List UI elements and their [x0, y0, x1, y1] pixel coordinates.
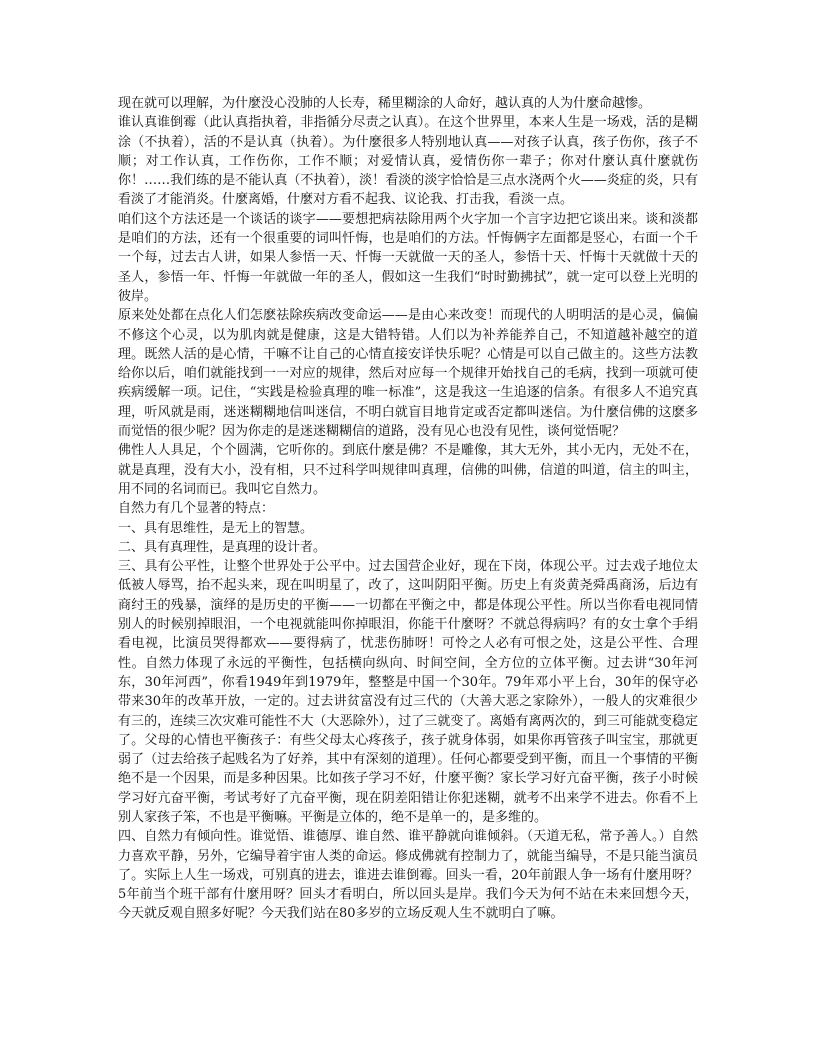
paragraph-8: 二、具有真理性，是真理的设计者。 [118, 539, 327, 555]
paragraph-3: 咱们这个方法还是一个谈话的谈字——要想把病祛除用两个火字加一个言字边把它谈出来。谈和淡都是咱们的方法，还有一个很重要的词叫忏悔，也是咱们的方法。忏悔俩字左面都是竖心，右面一个千一个每，过去古人讲，如果人参悟一天、忏悔一天就做一天的圣人，参悟十天、忏悔十天就做十天的圣人，参悟一年、忏悔一年就做一年的圣人，假如这一生我们“时时勤拂拭”，就一定可以登上光明的彼岸。 [118, 211, 698, 304]
paragraph-9: 三、具有公平性，让整个世界处于公平中。过去国营企业好，现在下岗，体现公平。过去戏子地位太低被人辱骂，抬不起头来，现在叫明星了，改了，这叫阴阳平衡。历史上有炎黄尧舜禹商汤，后边有商纣王的残暴，演绎的是历史的平衡——一切都在平衡之中，都是体现公平性。所以当你看电视同情别人的时候别掉眼泪，一个电视就能叫你掉眼泪，你能干什麼呀？不就总得病吗？有的女士拿个手绢看电视，比演员哭得都欢——要得病了，忧悲伤肺呀！可怜之人必有可恨之处，这是公平性、合理性。自然力体现了永远的平衡性，包括横向纵向、时间空间，全方位的立体平衡。过去讲“30年河东，30年河西”，你看1949年到1979年，整整是中国一个30年。79年邓小平上台，30年的保守必带来30年的改革开放，一定的。过去讲贫富没有过三代的（大善大恶之家除外），一般人的灾难很少有三的，连续三次灾难可能性不大（大恶除外），过了三就变了。离婚有离两次的，到三可能就变稳定了。父母的心情也平衡孩子：有些父母太心疼孩子，孩子就身体弱，如果你再管孩子叫宝宝，那就更弱了（过去给孩子起贱名为了好养，其中有深刻的道理）。任何心都要受到平衡，而且一个事情的平衡绝不是一个因果，而是多种因果。比如孩子学习不好，什麼平衡？家长学习好亢奋平衡，孩子小时候学习好亢奋平衡，考试考好了亢奋平衡，现在阴差阳错让你犯迷糊，就考不出来学不进去。你看不上别人家孩子笨，不也是平衡嘛。平衡是立体的，绝不是单一的，是多维的。 [118, 559, 698, 825]
paragraph-1: 现在就可以理解，为什麼没心没肺的人长寿，稀里糊涂的人命好，越认真的人为什麼命越惨。 [118, 96, 652, 111]
paragraph-7: 一、具有思维性，是无上的智慧。 [118, 520, 314, 536]
paragraph-2: 谁认真谁倒霉（此认真指执着，非指循分尽责之认真）。在这个世界里，本来人生是一场戏，活的是糊涂（不执着），活的不是认真（执着）。为什麼很多人特别地认真——对孩子认真，孩子伤你，孩子不顺；对工作认真，工作伤你，工作不顺；对爱情认真，爱情伤你一辈子；你对什麼认真什麼就伤你！……我们练的是不能认真（不执着），淡！看淡的淡字恰恰是三点水浇两个火——炎症的炎，只有看淡了才能消炎。什麼离婚，什麼对方看不起我、议论我、打击我，看淡一点。 [118, 115, 698, 208]
paragraph-5: 佛性人人具足，个个圆满，它听你的。到底什麼是佛？不是雕像，其大无外，其小无内，无处不在，就是真理，没有大小，没有相，只不过科学叫规律叫真理，信佛的叫佛，信道的叫道，信主的叫主，用不同的名词而已。我叫它自然力。 [118, 443, 698, 497]
paragraph-10: 四、自然力有倾向性。谁觉悟、谁德厚、谁自然、谁平静就向谁倾斜。（天道无私，常予善人。）自然力喜欢平静，另外，它编导着宇宙人类的命运。修成佛就有控制力了，就能当编导，不是只能当演员了。实际上人生一场戏，可别真的进去，谁进去谁倒霉。回头一看，20年前跟人争一场有什麼用呀？5年前当个班干部有什麼用呀？回头才看明白，所以回头是岸。我们今天为何不站在未来回想今天，今天就反观自照多好呢？今天我们站在80多岁的立场反观人生不就明白了嘛。 [118, 829, 698, 922]
paragraph-4: 原来处处都在点化人们怎麽祛除疾病改变命运——是由心来改变！而现代的人明明活的是心灵，偏偏不修这个心灵，以为肌肉就是健康，这是大错特错。人们以为补养能养自己，不知道越补越空的道理。既然人活的是心情，干嘛不让自己的心情直接安详快乐呢？心情是可以自己做主的。这些方法教给你以后，咱们就能找到一一对应的规律，然后对应每一个规律开始找自己的毛病，找到一项就可使疾病缓解一项。记住，“实践是检验真理的唯一标准”，这是我这一生追逐的信条。有很多人不追究真理，听风就是雨，迷迷糊糊地信叫迷信，不明白就盲目地肯定或否定都叫迷信。为什麼信佛的这麽多而觉悟的很少呢？因为你走的是迷迷糊糊信的道路，没有见心也没有见性，谈何觉悟呢？ [118, 308, 698, 440]
document-body [118, 94, 698, 924]
paragraph-6: 自然力有几个显著的特点： [118, 501, 275, 517]
